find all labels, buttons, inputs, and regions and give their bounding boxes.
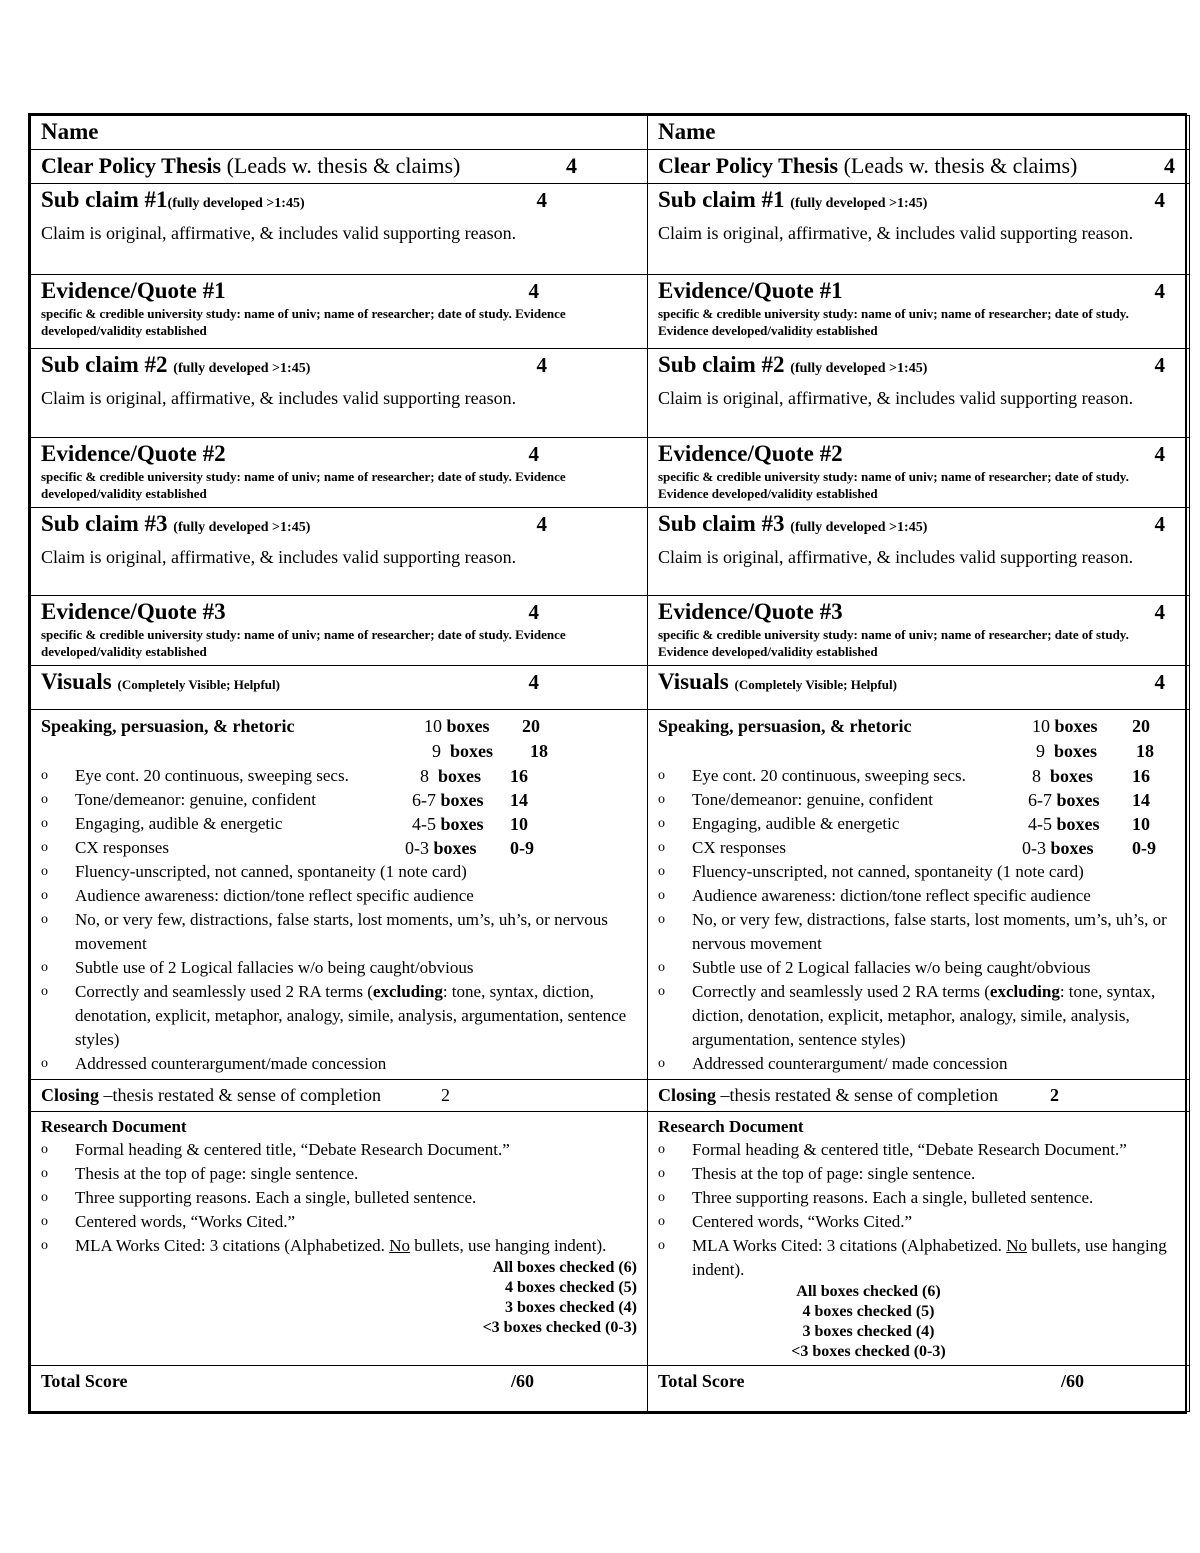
name-cell-left [31,116,648,150]
evidence-2-right [648,438,1190,508]
item-text: Thesis at the top of page: single sentence. [75,1164,359,1183]
research-left [31,1112,648,1366]
evidence-note: specific & credible university study: name of univ; name of researcher; date of study. Evidence developed/validity established [41,627,566,659]
bullet-icon: o [41,984,48,999]
name-label: Name [658,119,716,144]
evidence-points: 4 [528,442,539,466]
subclaim-points: 4 [536,188,547,212]
thesis-title: Clear Policy Thesis [41,153,222,178]
bullet-icon: o [658,816,665,831]
scale-word: boxes [1054,741,1098,761]
visuals-note: (Completely Visible; Helpful) [734,677,897,692]
bullet-icon: o [41,1056,48,1071]
item-text: Eye cont. 20 continuous, sweeping secs. [692,766,966,785]
research-row [31,1112,1190,1366]
visuals-right [648,666,1190,710]
item-text: Audience awareness: diction/tone reflect specific audience [75,886,474,905]
item-text: MLA Works Cited: 3 citations (Alphabetized. [75,1236,390,1255]
item-text: Addressed counterargument/made concession [75,1054,387,1073]
closing-points: 2 [441,1085,450,1105]
subclaim-title: Sub claim #1 [41,187,168,212]
scale-range-value: 10 [1032,716,1050,736]
speaking-right [648,710,1190,1080]
item-text: bullets, use hanging indent). [409,1236,607,1255]
item-text: Tone/demeanor: genuine, confident [692,790,933,809]
speaking-item [41,860,637,884]
bullet-icon: o [658,984,665,999]
speaking-title: Speaking, persuasion, & rhetoric [658,716,912,736]
subclaim-title: Sub claim #3 [658,511,785,536]
speaking-item [658,836,1179,860]
speaking-item [41,908,637,956]
evidence-points: 4 [1154,442,1165,466]
evidence-title: Evidence/Quote #2 [41,441,226,466]
item-text: Audience awareness: diction/tone reflect specific audience [692,886,1091,905]
subclaim-points: 4 [536,512,547,536]
check-lines [658,1282,1179,1362]
item-text: Correctly and seamlessly used 2 RA terms ( [75,982,373,1001]
evidence-note: specific & credible university study: name of univ; name of researcher; date of study. Evidence developed/validity established [658,469,1129,501]
speaking-left [31,710,648,1080]
speaking-item [41,812,637,836]
bullet-icon: o [658,888,665,903]
bullet-icon: o [658,768,665,783]
bullet-icon: o [658,1056,665,1071]
evidence-points: 4 [528,279,539,303]
item-score: 0-9 [1132,838,1156,858]
check-line: 4 boxes checked (5) [505,1279,637,1296]
evidence-points: 4 [528,600,539,624]
evidence-points: 4 [1154,600,1165,624]
check-line: <3 boxes checked (0-3) [791,1343,946,1360]
item-text: : tone, syntax, diction, denotation, explicit, metaphor, analogy, simile, analysis, argumentation, sentence styles) [75,982,627,1049]
subclaim-desc: Claim is original, affirmative, & includes valid supporting reason. [658,547,1134,567]
visuals-title: Visuals [41,669,112,694]
speaking-item [658,980,1179,1052]
rubric-table [30,115,1190,1412]
item-text: No, or very few, distractions, false starts, lost moments, um’s, uh’s, or nervous movement [75,910,608,953]
item-emphasis: No [389,1236,410,1255]
item-text: Fluency-unscripted, not canned, spontaneity (1 note card) [75,862,467,881]
evidence-row-1 [31,275,1190,349]
research-item [658,1210,1179,1234]
item-score: 14 [1132,790,1150,810]
total-label: Total Score [41,1371,128,1391]
subclaim-1-left [31,184,648,275]
item-text: CX responses [692,838,786,857]
closing-label: Closing [41,1085,100,1105]
item-score: 14 [510,790,528,810]
scale-score: 18 [530,741,548,761]
item-word: boxes [438,766,482,786]
subclaim-desc: Claim is original, affirmative, & includes valid supporting reason. [658,388,1134,408]
subclaim-title: Sub claim #2 [658,352,785,377]
subclaim-row-2 [31,349,1190,438]
item-word: boxes [433,838,477,858]
check-line: 3 boxes checked (4) [802,1323,935,1340]
bullet-icon: o [41,1142,48,1157]
subclaim-row-1 [31,184,1190,275]
check-lines [41,1258,637,1338]
bullet-icon: o [41,864,48,879]
speaking-item [658,1052,1179,1076]
total-value: /60 [511,1371,535,1391]
item-text: Subtle use of 2 Logical fallacies w/o being caught/obvious [692,958,1091,977]
item-text: CX responses [75,838,169,857]
research-item [658,1162,1179,1186]
item-range: 8 [420,766,429,786]
subclaim-desc: Claim is original, affirmative, & includes valid supporting reason. [658,223,1134,243]
bullet-icon: o [41,960,48,975]
closing-left [31,1080,648,1112]
subclaim-points: 4 [1154,353,1165,377]
item-score: 16 [510,766,528,786]
item-text: Tone/demeanor: genuine, confident [75,790,316,809]
thesis-points: 4 [1164,153,1175,178]
item-range: 4-5 [1028,814,1052,834]
subclaim-3-left [31,508,648,596]
evidence-title: Evidence/Quote #1 [41,278,226,303]
name-label: Name [41,119,99,144]
item-word: boxes [1056,790,1100,810]
visuals-note: (Completely Visible; Helpful) [117,677,280,692]
bullet-icon: o [658,912,665,927]
item-text: Formal heading & centered title, “Debate Research Document.” [75,1140,510,1159]
subclaim-note: (fully developed >1:45) [790,361,928,376]
evidence-note: specific & credible university study: name of univ; name of researcher; date of study. Evidence developed/validity established [41,306,566,338]
evidence-note: specific & credible university study: name of univ; name of researcher; date of study. Evidence developed/validity established [658,306,1129,338]
item-word: boxes [1050,838,1094,858]
total-row [31,1366,1190,1412]
scale-range-value: 9 [432,741,441,761]
research-item [41,1210,637,1234]
speaking-item [658,764,1179,788]
research-item [658,1186,1179,1210]
name-row [31,116,1190,150]
evidence-title: Evidence/Quote #3 [658,599,843,624]
research-item [658,1234,1179,1282]
speaking-item [41,980,637,1052]
subclaim-title: Sub claim #1 [658,187,785,212]
speaking-item [41,836,637,860]
item-emphasis: excluding [372,982,443,1001]
research-item [41,1186,637,1210]
evidence-title: Evidence/Quote #2 [658,441,843,466]
bullet-icon: o [658,1142,665,1157]
bullet-icon: o [658,1190,665,1205]
bullet-icon: o [41,768,48,783]
bullet-icon: o [658,1214,665,1229]
name-cell-right [648,116,1190,150]
item-text: Formal heading & centered title, “Debate Research Document.” [692,1140,1127,1159]
bullet-icon: o [658,1238,665,1253]
evidence-points: 4 [1154,279,1165,303]
scale-score: 20 [522,716,540,736]
evidence-1-right [648,275,1190,349]
speaking-item [658,884,1179,908]
check-line: All boxes checked (6) [796,1283,941,1300]
item-word: boxes [1050,766,1094,786]
bullet-icon: o [41,1190,48,1205]
speaking-item [41,884,637,908]
item-text: Addressed counterargument/ made concession [692,1054,1008,1073]
item-text: Fluency-unscripted, not canned, spontaneity (1 note card) [692,862,1084,881]
closing-right [648,1080,1190,1112]
evidence-title: Evidence/Quote #3 [41,599,226,624]
evidence-3-right [648,596,1190,666]
subclaim-title: Sub claim #2 [41,352,168,377]
item-emphasis: excluding [989,982,1060,1001]
thesis-cell-left [31,150,648,184]
speaking-item [41,1052,637,1076]
speaking-item [658,908,1179,956]
speaking-item [658,860,1179,884]
total-right [648,1366,1190,1412]
subclaim-note: (fully developed >1:45) [167,196,305,211]
bullet-icon: o [41,1238,48,1253]
evidence-note: specific & credible university study: name of univ; name of researcher; date of study. Evidence developed/validity established [658,627,1129,659]
item-score: 0-9 [510,838,534,858]
item-range: 0-3 [1022,838,1046,858]
visuals-points: 4 [1154,670,1165,694]
subclaim-points: 4 [536,353,547,377]
subclaim-note: (fully developed >1:45) [173,361,311,376]
subclaim-desc: Claim is original, affirmative, & includes valid supporting reason. [41,547,517,567]
speaking-item [41,788,637,812]
thesis-row [31,150,1190,184]
total-value: /60 [1061,1371,1085,1391]
item-text: Three supporting reasons. Each a single, bulleted sentence. [75,1188,477,1207]
evidence-note: specific & credible university study: name of univ; name of researcher; date of study. Evidence developed/validity established [41,469,566,501]
item-text: Centered words, “Works Cited.” [75,1212,296,1231]
bullet-icon: o [41,816,48,831]
research-right [648,1112,1190,1366]
visuals-points: 4 [528,670,539,694]
item-score: 16 [1132,766,1150,786]
thesis-cell-right [648,150,1190,184]
research-item [41,1138,637,1162]
speaking-item [658,788,1179,812]
item-range: 6-7 [412,790,436,810]
item-text: Thesis at the top of page: single sentence. [692,1164,976,1183]
research-item [41,1162,637,1186]
item-text: bullets, use hanging indent). [692,1236,1167,1279]
item-word: boxes [440,814,484,834]
scale-range-value: 10 [424,716,442,736]
scale-word: boxes [1054,716,1098,736]
subclaim-points: 4 [1154,512,1165,536]
item-text: Three supporting reasons. Each a single, bulleted sentence. [692,1188,1094,1207]
subclaim-note: (fully developed >1:45) [790,520,928,535]
bullet-icon: o [41,792,48,807]
check-line: 4 boxes checked (5) [802,1303,935,1320]
evidence-title: Evidence/Quote #1 [658,278,843,303]
thesis-points: 4 [566,153,577,178]
evidence-3-left [31,596,648,666]
item-score: 10 [510,814,528,834]
item-text: No, or very few, distractions, false starts, lost moments, um’s, uh’s, or nervous movement [692,910,1167,953]
bullet-icon: o [658,1166,665,1181]
check-line: <3 boxes checked (0-3) [482,1319,637,1336]
item-text: Engaging, audible & energetic [692,814,900,833]
item-text: Correctly and seamlessly used 2 RA terms ( [692,982,990,1001]
subclaim-note: (fully developed >1:45) [790,196,928,211]
bullet-icon: o [658,864,665,879]
bullet-icon: o [658,960,665,975]
bullet-icon: o [41,1166,48,1181]
visuals-title: Visuals [658,669,729,694]
subclaim-desc: Claim is original, affirmative, & includes valid supporting reason. [41,223,517,243]
closing-row [31,1080,1190,1112]
bullet-icon: o [41,1214,48,1229]
total-left [31,1366,648,1412]
bullet-icon: o [658,792,665,807]
visuals-left [31,666,648,710]
bullet-icon: o [41,840,48,855]
subclaim-points: 4 [1154,188,1165,212]
scale-score: 18 [1136,741,1154,761]
thesis-note: (Leads w. thesis & claims) [226,153,461,178]
subclaim-2-right [648,349,1190,438]
total-label: Total Score [658,1371,745,1391]
evidence-2-left [31,438,648,508]
research-title: Research Document [41,1117,187,1136]
subclaim-3-right [648,508,1190,596]
visuals-row [31,666,1190,710]
subclaim-desc: Claim is original, affirmative, & includes valid supporting reason. [41,388,517,408]
thesis-title: Clear Policy Thesis [658,153,839,178]
closing-text: –thesis restated & sense of completion [99,1085,381,1105]
thesis-note: (Leads w. thesis & claims) [843,153,1078,178]
subclaim-1-right [648,184,1190,275]
rubric-sheet [28,113,1187,1414]
closing-text: –thesis restated & sense of completion [716,1085,998,1105]
item-emphasis: No [1006,1236,1027,1255]
evidence-row-2 [31,438,1190,508]
item-range: 6-7 [1028,790,1052,810]
item-text: MLA Works Cited: 3 citations (Alphabetized. [692,1236,1007,1255]
closing-points: 2 [1050,1085,1059,1105]
bullet-icon: o [41,912,48,927]
research-item [658,1138,1179,1162]
scale-score: 20 [1132,716,1150,736]
check-line: All boxes checked (6) [492,1259,637,1276]
speaking-item [658,812,1179,836]
evidence-1-left [31,275,648,349]
item-word: boxes [440,790,484,810]
speaking-title: Speaking, persuasion, & rhetoric [41,716,295,736]
research-item [41,1234,637,1258]
item-text: Centered words, “Works Cited.” [692,1212,913,1231]
speaking-item [41,956,637,980]
scale-word: boxes [450,741,494,761]
bullet-icon: o [658,840,665,855]
item-word: boxes [1056,814,1100,834]
item-range: 4-5 [412,814,436,834]
scale-range [424,714,514,739]
bullet-icon: o [41,888,48,903]
check-line: 3 boxes checked (4) [505,1299,637,1316]
evidence-row-3 [31,596,1190,666]
subclaim-row-3 [31,508,1190,596]
speaking-row [31,710,1190,1080]
research-title: Research Document [658,1117,804,1136]
subclaim-title: Sub claim #3 [41,511,168,536]
closing-label: Closing [658,1085,717,1105]
speaking-item [41,764,637,788]
item-text: Eye cont. 20 continuous, sweeping secs. [75,766,349,785]
item-range: 8 [1032,766,1041,786]
subclaim-note: (fully developed >1:45) [173,520,311,535]
item-range: 0-3 [405,838,429,858]
item-text: Subtle use of 2 Logical fallacies w/o being caught/obvious [75,958,474,977]
item-text: Engaging, audible & energetic [75,814,283,833]
subclaim-2-left [31,349,648,438]
item-score: 10 [1132,814,1150,834]
scale-range-value: 9 [1036,741,1045,761]
speaking-item [658,956,1179,980]
item-text: : tone, syntax, diction, denotation, explicit, metaphor, analogy, simile, analysis, argumentation, sentence styles) [692,982,1156,1049]
scale-word: boxes [446,716,490,736]
